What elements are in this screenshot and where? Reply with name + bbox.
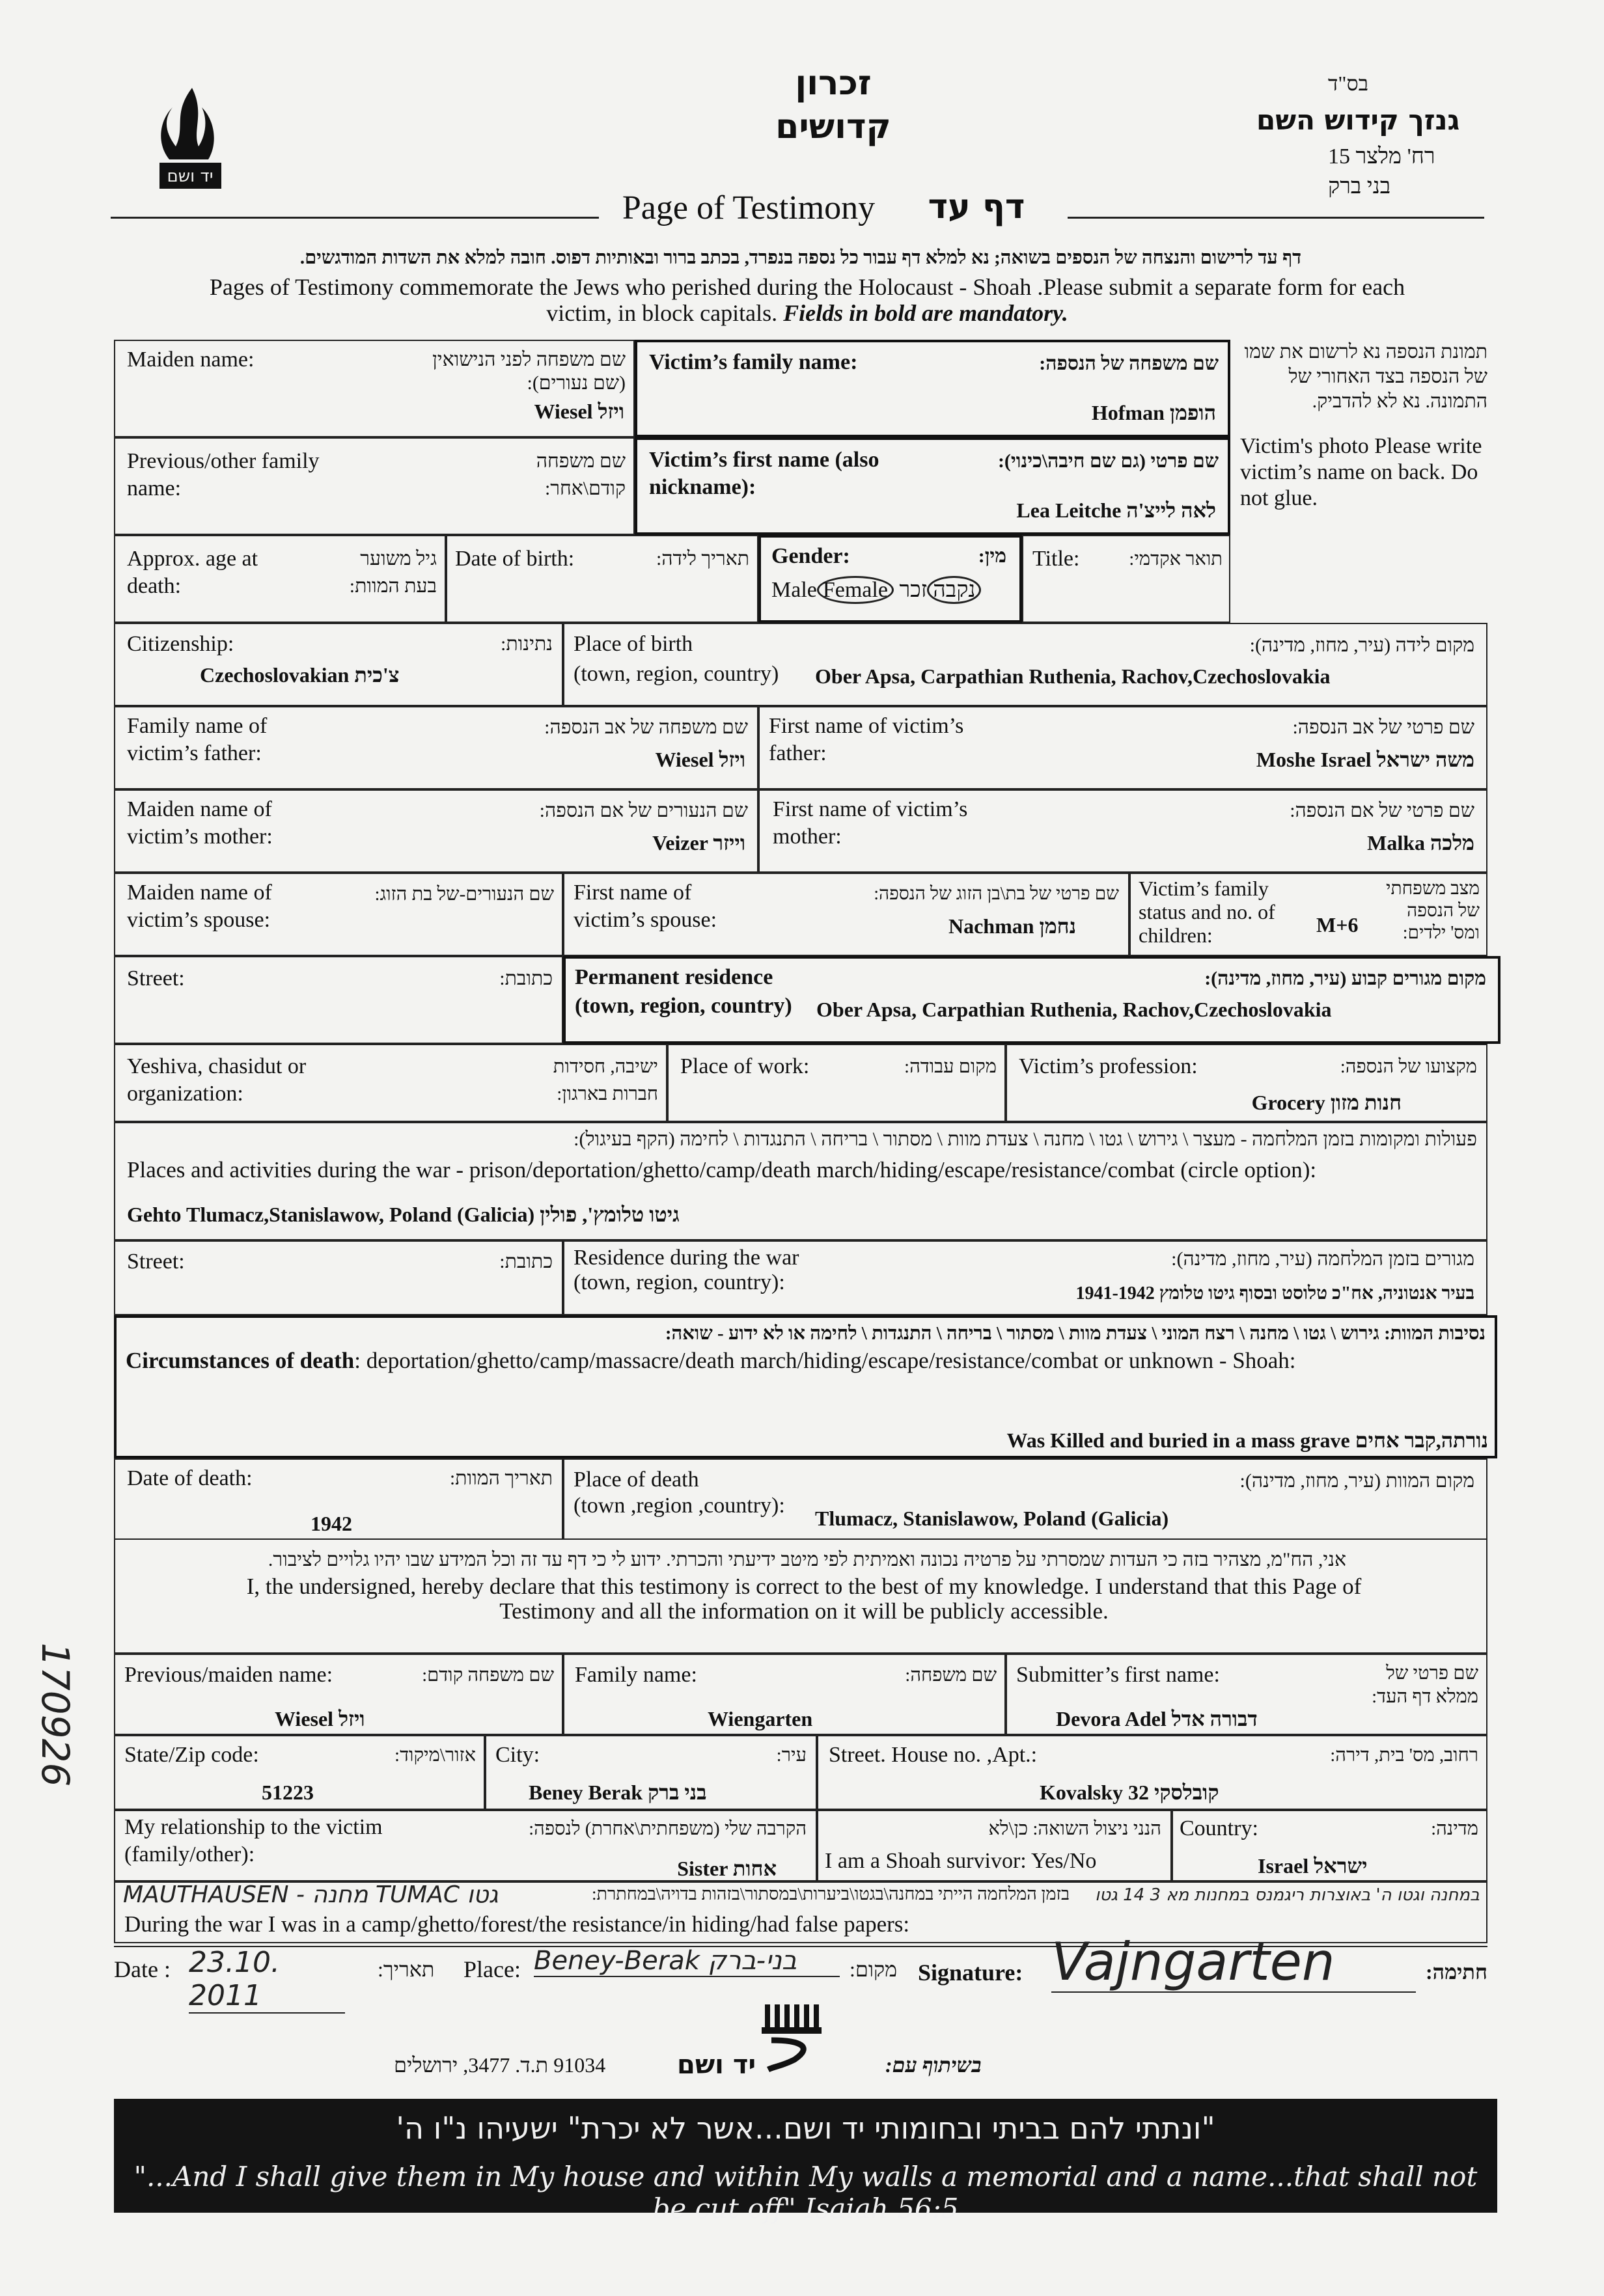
cod-label-en-bold: Circumstances of death: [126, 1348, 355, 1373]
sub-family-value: Wiengarten: [708, 1707, 813, 1730]
family-status-label-he: מצב משפחתי של הנספה ומס' ילדים:: [1386, 879, 1480, 943]
family-value: Hofman הופמן: [1091, 401, 1216, 424]
date-label-en: Date :: [114, 1956, 171, 1982]
sub-street-cell[interactable]: [817, 1735, 1487, 1810]
first-label-he: שם פרטי (גם שם חיבה\כינוי):: [997, 450, 1219, 472]
declaration-en-2: Testimony and all the information on it will be publicly accessible.: [499, 1598, 1109, 1624]
father-first-value: Moshe Israel משה ישראל: [1256, 748, 1474, 771]
pob-label-he: מקום לידה (עיר, מחוז, מדינה):: [1249, 635, 1474, 656]
first-value: Lea Leitche לאה לייצ'ה: [1016, 499, 1216, 522]
street-cell[interactable]: [114, 956, 563, 1044]
header-rule-left: [111, 217, 599, 219]
intro-en-3-text: Fields in bold are mandatory.: [783, 300, 1068, 326]
yeshiva-label-en: Yeshiva, chasidut or organization:: [127, 1054, 307, 1106]
age-label-he: גיל משוער בעת המוות:: [349, 548, 437, 597]
mother-maiden-label-he: שם הנעורים של אם הנספה:: [539, 800, 748, 821]
footer-yad-vashem: יד ושם: [677, 2050, 756, 2080]
sub-country-value: Israel ישראל: [1258, 1854, 1368, 1878]
maiden-label-he2: (שם נעורים):: [527, 372, 626, 394]
mother-maiden-value: Veizer וייזר: [652, 831, 745, 854]
sub-first-label-he: שם פרטי של ממלא דף העד:: [1372, 1663, 1478, 1707]
mother-first-cell[interactable]: [758, 789, 1487, 873]
intro-en-2: [130, 299, 1484, 327]
perm-label-en2: (town, region, country): [575, 994, 792, 1018]
footer-coop: בשיתוף עם:: [885, 2053, 982, 2077]
profession-value: Grocery חנות מזון: [1251, 1091, 1402, 1114]
photo-instructions-en: Victim's photo Please write victim’s name on back. Do not glue.: [1240, 434, 1482, 510]
profession-cell[interactable]: [1006, 1044, 1487, 1122]
cod-value: Was Killed and buried in a mass grave נורתה,קבר אחים: [1006, 1428, 1488, 1452]
date-label-he: תאריך:: [378, 1958, 435, 1981]
sub-city-label-en: City:: [495, 1743, 540, 1767]
intro-en-2-text: victim, in block capitals.: [546, 300, 778, 326]
sub-prev-label-en: Previous/maiden name:: [124, 1663, 333, 1687]
prev-label-en: Previous/other family name:: [127, 449, 320, 500]
sub-prev-cell[interactable]: [114, 1654, 563, 1735]
maiden-value: Wiesel ויזל: [534, 400, 624, 423]
gender-male[interactable]: Male: [771, 578, 817, 602]
father-family-label-he: שם משפחה של אב הנספה:: [544, 717, 748, 738]
sub-state-cell[interactable]: [114, 1735, 485, 1810]
dob-cell[interactable]: [446, 535, 758, 623]
sub-during-hand-he: במחנה וגטו ה' באוצרות ריגמנס במחנות מא 3 14 גטו: [1095, 1885, 1480, 1905]
pob-value: Ober Apsa, Carpathian Ruthenia, Rachov,Czechoslovakia: [815, 664, 1331, 688]
cod-label-en-row: [126, 1348, 1295, 1374]
first-label-en: Victim’s first name (also nickname):: [649, 448, 879, 499]
war-activities-cell[interactable]: [114, 1122, 1487, 1240]
mother-first-label-he: שם פרטי של אם הנספה:: [1290, 800, 1474, 821]
sub-street-value: Kovalsky 32 קובלסקי: [1040, 1781, 1219, 1804]
photo-instructions-he: תמונת הנספה נא לרשום את שמו של הנספה בצד האחורי של התמונה. נא לא להדביק.: [1244, 341, 1487, 412]
work-cell[interactable]: [667, 1044, 1006, 1122]
sub-prev-value: Wiesel ויזל: [275, 1707, 365, 1730]
work-label-he: מקום עבודה:: [904, 1056, 997, 1077]
sub-family-label-en: Family name:: [575, 1663, 697, 1687]
victim-first-cell[interactable]: [635, 437, 1230, 535]
sub-first-value: Devora Adel דבורה אדל: [1056, 1707, 1258, 1730]
title-label-he: תואר אקדמי:: [1129, 549, 1223, 569]
citizenship-cell[interactable]: [114, 623, 563, 706]
sub-rel-label-he: הקרבה שלי (משפחתית\אחרת) לנספה:: [529, 1818, 807, 1839]
war-street-cell[interactable]: [114, 1240, 563, 1315]
sub-first-cell[interactable]: [1006, 1654, 1487, 1735]
sub-city-label-he: עיר:: [776, 1745, 807, 1766]
gender-label-he: מין:: [978, 545, 1006, 567]
pod-value: Tlumacz, Stanislawow, Poland (Galicia): [815, 1507, 1169, 1530]
mother-maiden-label-en: Maiden name of victim’s mother:: [127, 797, 273, 849]
pod-label-en: Place of death: [574, 1468, 699, 1492]
father-first-label-en: First name of victim’s father:: [769, 714, 964, 765]
maiden-label-he: שם משפחה לפני הנישואין: [432, 349, 626, 370]
street-label-he: כתובת:: [499, 968, 553, 989]
war-res-label-he: מגורים בזמן המלחמה (עיר, מחוז, מדינה):: [1171, 1248, 1474, 1270]
menorah-icon: [755, 2001, 827, 2073]
dob-label-en: Date of birth:: [455, 547, 575, 571]
pod-label-he: מקום המוות (עיר, מחוז, מדינה):: [1239, 1470, 1474, 1492]
profession-label-he: מקצועו של הנספה:: [1340, 1056, 1477, 1077]
pob-label-en: Place of birth: [574, 632, 693, 656]
sub-state-label-en: State/Zip code:: [124, 1743, 259, 1767]
sub-during-label-he: בזמן המלחמה הייתי במחנה\בגטו\ביערות\במסתור\בזהות בדויה\במחתרת:: [592, 1884, 1070, 1904]
sub-street-label-en: Street. House no. ,Apt.:: [829, 1743, 1038, 1767]
date-value: 23.10. 2011: [189, 1946, 345, 2014]
sub-survivor-label-he: הנני ניצול השואה: כן\לא: [988, 1818, 1161, 1839]
spouse-first-label-he: שם פרטי של בת\בן הזוג של הנספה:: [874, 884, 1119, 904]
dod-label-he: תאריך המוות:: [449, 1468, 553, 1489]
org-line4: בני ברק: [1328, 174, 1391, 198]
war-street-label-he: כתובת:: [499, 1251, 553, 1272]
intro-en-1-text: Pages of Testimony commemorate the Jews who perished during the Holocaust - Shoah .Please submit a separate form for each: [209, 274, 1405, 300]
mother-first-value: Malka מלכה: [1367, 831, 1474, 854]
father-family-cell[interactable]: [114, 706, 758, 789]
sub-city-cell[interactable]: [485, 1735, 817, 1810]
title-cell[interactable]: [1022, 535, 1230, 623]
sub-survivor-cell[interactable]: [817, 1810, 1172, 1881]
cod-label-en: : deportation/ghetto/camp/massacre/death march/hiding/escape/resistance/combat or unknown - Shoah:: [354, 1348, 1296, 1373]
header-title-he-2: קדושים: [775, 107, 891, 146]
header-title-he-3: דף עד: [928, 187, 1025, 226]
stamp-number: 170926: [33, 1643, 77, 1787]
father-family-value: Wiesel ויזל: [655, 748, 745, 771]
intro-en-1: [130, 273, 1484, 301]
circumstances-death-cell[interactable]: [114, 1315, 1497, 1458]
sub-country-cell[interactable]: [1172, 1810, 1487, 1881]
intro-he: דף עד לרישום והנצחה של הנספים בשואה; נא למלא דף עבור כל נספה בנפרד, בכתב ברור ובאותיות דפוס. חובה למלא את השדות המודגשים.: [299, 247, 1302, 268]
permanent-residence-cell[interactable]: [563, 956, 1500, 1044]
family-label-en: Victim’s family name:: [649, 350, 858, 374]
header-rule-right: [1068, 217, 1484, 219]
mother-first-label-en: First name of victim’s mother:: [773, 797, 968, 849]
father-first-cell[interactable]: [758, 706, 1487, 789]
title-label-en: Title:: [1032, 547, 1080, 571]
sub-family-label-he: שם משפחה:: [905, 1665, 997, 1686]
family-status-value: M+6: [1316, 913, 1359, 936]
signature-label-en: Signature:: [918, 1960, 1023, 1986]
header-title-he-1: זכרון: [795, 64, 872, 103]
sub-prev-label-he: שם משפחה קודם:: [422, 1665, 554, 1686]
date-of-death-cell[interactable]: [114, 1458, 563, 1540]
dob-label-he: תאריך לידה:: [656, 548, 749, 569]
war-res-label-en: Residence during the war: [574, 1246, 799, 1270]
declaration-block: [114, 1540, 1487, 1654]
yeshiva-cell[interactable]: [114, 1044, 667, 1122]
footer-verse-he: "ונתתי להם בביתי ובחומותי יד ושם...אשר לא יכרת" ישעיהו נ"ו ה': [396, 2111, 1215, 2146]
spouse-maiden-cell[interactable]: [114, 873, 563, 956]
spouse-first-cell[interactable]: [563, 873, 1129, 956]
citizenship-label-he: נתינות:: [501, 633, 553, 655]
spouse-first-value: Nachman נחמן: [948, 914, 1076, 938]
war-residence-cell[interactable]: [563, 1240, 1487, 1315]
maiden-label-en: Maiden name:: [127, 348, 255, 372]
perm-label-he: מקום מגורים קבוע (עיר, מחוז, מדינה):: [1204, 968, 1486, 989]
sub-relationship-cell[interactable]: [114, 1810, 817, 1881]
street-label-en: Street:: [127, 966, 185, 991]
sub-rel-value: Sister אחות: [677, 1857, 777, 1880]
footer-address: 91034 ת.ד. 3477, ירושלים: [394, 2053, 606, 2077]
family-status-cell[interactable]: [1129, 873, 1487, 956]
maiden-name-cell[interactable]: [114, 340, 635, 437]
perm-value: Ober Apsa, Carpathian Ruthenia, Rachov,Czechoslovakia: [816, 998, 1332, 1021]
sub-state-value: 51223: [262, 1781, 314, 1804]
war-street-label-en: Street:: [127, 1250, 185, 1274]
birthplace-cell[interactable]: [563, 623, 1487, 706]
footer-verse-en: "...And I shall give them in My house and within My walls a memorial and a name...that shall not be cut off" Isaiah 56:5: [133, 2161, 1478, 2224]
war-res-label-en2: (town, region, country):: [574, 1270, 785, 1294]
sub-family-cell[interactable]: [563, 1654, 1006, 1735]
work-label-en: Place of work:: [680, 1054, 810, 1078]
war-label-he: פעולות ומקומות בזמן המלחמה - מעצר \ גירוש \ גטו \ מחנה \ צעדת מוות \ מסתור \ בריחה \ התנגדות \ לחימה (הקף בעיגול):: [574, 1128, 1477, 1150]
sub-country-label-en: Country:: [1180, 1816, 1258, 1840]
place-of-death-cell[interactable]: [563, 1458, 1487, 1540]
spouse-maiden-label-en: Maiden name of victim’s spouse:: [127, 881, 272, 932]
gender-options: [771, 577, 981, 604]
prev-label-he: שם משפחה קודם\אחר:: [536, 450, 626, 499]
dod-value: 1942: [311, 1512, 352, 1535]
photo-area: [1240, 340, 1487, 620]
cod-label-he: נסיבות המוות: גירוש \ גטו \ מחנה \ רצח המוני \ צעדת מוות \ מסתור \ בריחה \ התנגדות \ לחימה או לא ידוע - שואה:: [665, 1323, 1486, 1344]
signature-label-he: חתימה:: [1426, 1960, 1487, 1984]
place-label-en: Place:: [463, 1956, 521, 1982]
sub-survivor-label-en: I am a Shoah survivor: Yes/No: [825, 1849, 1097, 1873]
citizenship-label-en: Citizenship:: [127, 632, 234, 656]
citizenship-value: Czechoslovakian צ'כית: [200, 663, 400, 687]
org-line3: רח' מלצר 15: [1328, 144, 1435, 169]
org-line2: גנזך קידוש השם: [1256, 104, 1460, 136]
sub-city-value: Beney Berak בני ברק: [529, 1781, 707, 1804]
family-label-he: שם משפחה של הנספה:: [1039, 353, 1219, 374]
dod-label-en: Date of death:: [127, 1466, 253, 1490]
age-label-en: Approx. age at death:: [127, 547, 258, 598]
pob-label-en2: (town, region, country): [574, 662, 779, 686]
signature-value: Vajngarten: [1051, 1933, 1416, 1993]
family-status-label-en: Victim’s family status and no. of children:: [1139, 877, 1275, 947]
yeshiva-label-he: ישיבה, חסידות חברות בארגון:: [553, 1056, 658, 1104]
flame-logo-icon: [146, 81, 231, 198]
declaration-en-1: I, the undersigned, hereby declare that this testimony is correct to the best of my knowledge. I understand that this Page of: [246, 1574, 1362, 1599]
header-title-en: Page of Testimony: [622, 189, 876, 226]
gender-cell[interactable]: [758, 535, 1022, 623]
sub-during-hand: MAUTHAUSEN - מחנה TUMAC גטו: [123, 1881, 499, 1908]
gender-female-circled[interactable]: Female: [817, 576, 894, 604]
sub-rel-label-en: My relationship to the victim (family/other):: [124, 1815, 383, 1866]
profession-label-en: Victim’s profession:: [1019, 1054, 1198, 1078]
sub-state-label-he: אזור\מיקוד:: [394, 1745, 476, 1766]
gender-he-female-circled[interactable]: נקבה: [927, 576, 981, 604]
sub-during-label-en: During the war I was in a camp/ghetto/forest/the resistance/in hiding/had false papers:: [124, 1911, 910, 1937]
place-label-he: מקום:: [850, 1958, 898, 1981]
perm-label-en: Permanent residence: [575, 965, 773, 989]
logo-text: יד ושם: [167, 167, 214, 186]
gender-he-male[interactable]: זכר: [899, 578, 928, 602]
pod-label-en2: (town ,region ,country):: [574, 1494, 785, 1518]
org-line1: בס"ד: [1328, 72, 1369, 95]
father-family-label-en: Family name of victim’s father:: [127, 714, 268, 765]
sub-first-label-en: Submitter’s first name:: [1016, 1663, 1220, 1687]
father-first-label-he: שם פרטי של אב הנספה:: [1292, 717, 1474, 738]
war-value: Gehto Tlumacz,Stanislawow, Poland (Galicia) גיטו טלומץ', פולין: [127, 1203, 680, 1226]
yad-vashem-logo: [146, 81, 231, 198]
footer-banner: [114, 2099, 1497, 2224]
sub-country-label-he: מדינה:: [1431, 1818, 1478, 1839]
declaration-he: אני, הח"מ, מצהיר בזה כי העדות שמסרתי על פרטיה נכונה ואמיתית לפי מיטב ידיעתי והכרתי. ידוע לי כי דף עד זה וכל המידע שבו יהיו גלויים לציבור.: [268, 1549, 1347, 1570]
age-cell[interactable]: [114, 535, 446, 623]
spouse-maiden-label-he: שם הנעורים-של בת הזוג:: [374, 884, 554, 905]
spouse-first-label-en: First name of victim’s spouse:: [574, 881, 717, 932]
war-res-value: בעיר אנטוניה, אח"כ טלוסט ובסוף גיטו טלומץ 1941-1942: [1075, 1283, 1474, 1304]
victim-family-cell[interactable]: [635, 340, 1230, 437]
sub-street-label-he: רחוב, מס' בית, דירה:: [1330, 1745, 1478, 1766]
previous-name-cell[interactable]: [114, 437, 635, 535]
mother-maiden-cell[interactable]: [114, 789, 758, 873]
gender-label-en: Gender:: [771, 544, 850, 568]
place-value: Beney-Berak בני-ברק: [534, 1946, 840, 1977]
war-label-en: Places and activities during the war - prison/deportation/ghetto/camp/death march/hiding/escape/resistance/combat (circle option):: [127, 1157, 1317, 1182]
